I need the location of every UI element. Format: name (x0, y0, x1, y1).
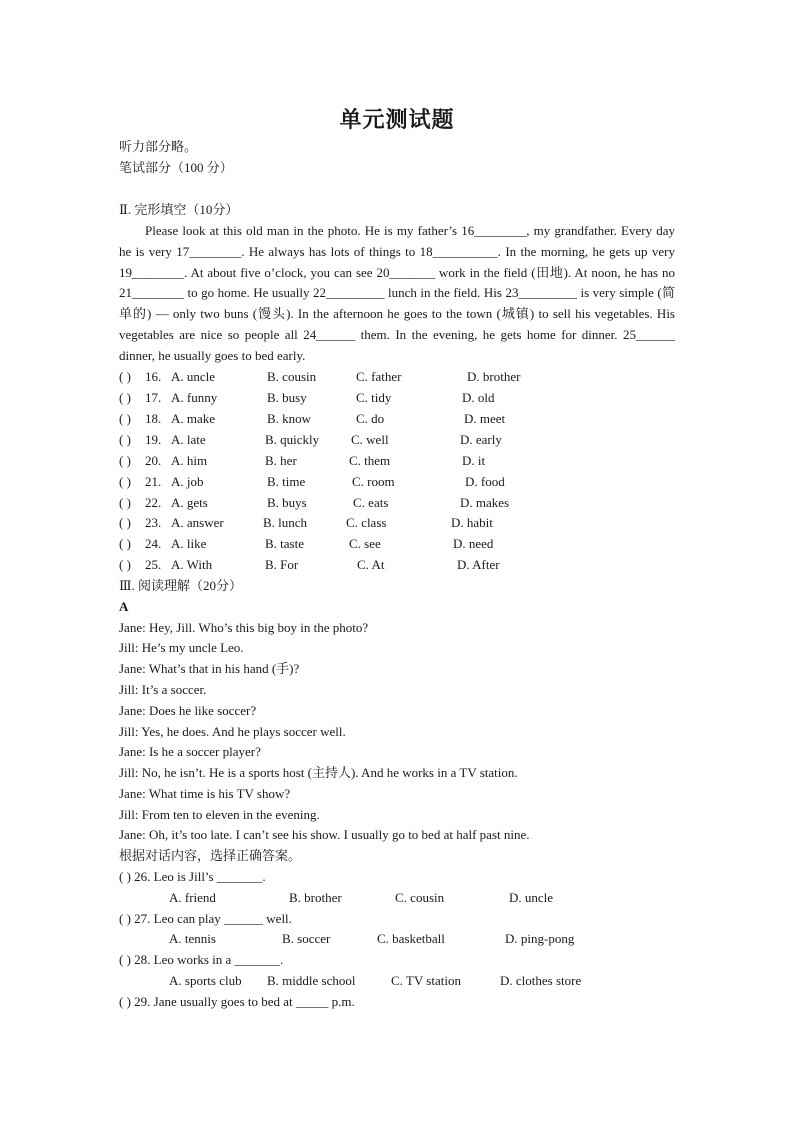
cloze-question-row (119, 472, 679, 492)
cloze-question-row (119, 409, 679, 429)
dialogue-line: Jane: What’s that in his hand (手)? (119, 661, 300, 676)
question-number: 25. (145, 557, 162, 572)
dialogue-line: Jill: Yes, he does. And he plays soccer well. (119, 724, 346, 739)
option-d: D. brother (467, 369, 521, 384)
answer-blank[interactable]: ( ) (119, 453, 131, 468)
question-number: 21. (145, 474, 162, 489)
option-b: B. buys (267, 495, 307, 510)
answer-blank[interactable]: ( ) (119, 369, 131, 384)
reading-part-label: A (119, 599, 129, 614)
option-a: A. make (171, 411, 216, 426)
option-a: A. answer (171, 515, 224, 530)
page-title: 单元测试题 (339, 107, 455, 132)
option-a: A. him (171, 453, 208, 468)
option-a: A. With (171, 557, 213, 572)
option-d: D. clothes store (500, 973, 582, 988)
option-a: A. late (171, 432, 206, 447)
dialogue-line: Jane: Does he like soccer? (119, 703, 257, 718)
option-c: C. see (349, 536, 381, 551)
answer-blank[interactable]: ( ) (119, 474, 131, 489)
option-b: B. cousin (267, 369, 317, 384)
question-number: 23. (145, 515, 162, 530)
option-d: D. food (465, 474, 505, 489)
option-b: B. soccer (282, 931, 331, 946)
cloze-question-row (119, 451, 679, 471)
intro-listening: 听力部分略。 (119, 139, 198, 154)
option-d: D. meet (464, 411, 506, 426)
reading-options-row (119, 929, 679, 949)
reading-options-row (119, 888, 679, 908)
answer-blank[interactable]: ( ) (119, 432, 131, 447)
question-number: 16. (145, 369, 162, 384)
option-c: C. well (351, 432, 389, 447)
cloze-question-row (119, 513, 679, 533)
option-a: A. job (171, 474, 204, 489)
option-b: B. busy (267, 390, 307, 405)
option-c: C. TV station (391, 973, 461, 988)
intro-written: 笔试部分（100 分） (119, 160, 233, 175)
option-b: B. middle school (267, 973, 356, 988)
option-d: D. makes (460, 495, 510, 510)
cloze-question-row (119, 534, 679, 554)
cloze-question-row (119, 555, 679, 575)
answer-blank[interactable]: ( ) (119, 390, 131, 405)
section-cloze-heading: Ⅱ. 完形填空（10分） (119, 202, 239, 217)
option-b: B. brother (289, 890, 342, 905)
option-b: B. lunch (263, 515, 308, 530)
answer-blank[interactable]: ( ) (119, 536, 131, 551)
reading-options-row (119, 971, 679, 991)
cloze-question-row (119, 430, 679, 450)
option-a: A. gets (171, 495, 208, 510)
dialogue-line: Jill: No, he isn’t. He is a sports host (主持人). And he works in a TV station. (119, 765, 518, 780)
dialogue-line: Jill: It’s a soccer. (119, 682, 207, 697)
section-reading-heading: Ⅲ. 阅读理解（20分） (119, 578, 243, 593)
cloze-passage (119, 221, 675, 367)
option-c: C. class (346, 515, 387, 530)
option-c: C. father (356, 369, 402, 384)
dialogue-line: Jane: Is he a soccer player? (119, 744, 261, 759)
option-d: D. old (462, 390, 495, 405)
option-d: D. need (453, 536, 494, 551)
cloze-question-row (119, 493, 679, 513)
answer-blank[interactable]: ( ) (119, 495, 131, 510)
reading-instruction: 根据对话内容，选择正确答案。 (119, 848, 302, 863)
answer-blank[interactable]: ( ) (119, 411, 131, 426)
question-number: 17. (145, 390, 162, 405)
option-b: B. taste (265, 536, 304, 551)
cloze-question-row (119, 367, 679, 387)
option-d: D. uncle (509, 890, 554, 905)
question-number: 19. (145, 432, 162, 447)
option-b: B. time (267, 474, 306, 489)
option-b: B. her (265, 453, 297, 468)
answer-blank[interactable]: ( ) (119, 515, 131, 530)
option-c: C. cousin (395, 890, 445, 905)
option-d: D. early (460, 432, 502, 447)
reading-question-stem: ( ) 26. Leo is Jill’s _______. (119, 869, 266, 884)
option-c: C. do (356, 411, 385, 426)
dialogue-line: Jill: From ten to eleven in the evening. (119, 807, 320, 822)
cloze-question-row (119, 388, 679, 408)
option-b: B. For (265, 557, 299, 572)
option-c: C. room (352, 474, 395, 489)
option-a: A. uncle (171, 369, 216, 384)
option-d: D. After (457, 557, 500, 572)
option-c: C. them (349, 453, 391, 468)
option-a: A. funny (171, 390, 218, 405)
reading-question-stem: ( ) 28. Leo works in a _______. (119, 952, 284, 967)
question-number: 20. (145, 453, 162, 468)
option-a: A. sports club (169, 973, 242, 988)
question-number: 22. (145, 495, 162, 510)
option-c: C. At (357, 557, 385, 572)
cloze-passage-text: Please look at this old man in the photo. He is my father’s 16________, my grandfather. Every day he is very 17________. He always has lots of things to 18__________. In the morning, he gets up very 19________. At about five o’clock, you can see 20_______ work in the field (田地). At noon, he has no 21________ to go home. He usually 22_________ lunch in the field. His 23_________ is very simple (简单的) — only two buns (馒头). In the afternoon he goes to the town (城镇) to sell his vegetables. His vegetables are nice so people all 24______ them. In the evening, he gets home for dinner. 25______ dinner, he usually goes to bed early. (119, 223, 675, 363)
dialogue-line: Jane: Hey, Jill. Who’s this big boy in the photo? (119, 620, 369, 635)
option-c: C. tidy (356, 390, 392, 405)
option-b: B. know (267, 411, 312, 426)
option-b: B. quickly (265, 432, 320, 447)
option-a: A. like (171, 536, 207, 551)
question-number: 18. (145, 411, 162, 426)
option-c: C. eats (353, 495, 389, 510)
answer-blank[interactable]: ( ) (119, 557, 131, 572)
reading-question-stem: ( ) 27. Leo can play ______ well. (119, 911, 292, 926)
option-c: C. basketball (377, 931, 445, 946)
option-d: D. ping-pong (505, 931, 575, 946)
question-number: 24. (145, 536, 162, 551)
option-d: D. habit (451, 515, 493, 530)
dialogue-line: Jane: Oh, it’s too late. I can’t see his show. I usually go to bed at half past nine. (119, 827, 530, 842)
option-d: D. it (462, 453, 486, 468)
option-a: A. tennis (169, 931, 216, 946)
dialogue-line: Jane: What time is his TV show? (119, 786, 291, 801)
reading-question-stem: ( ) 29. Jane usually goes to bed at _____ p.m. (119, 994, 355, 1009)
dialogue-line: Jill: He’s my uncle Leo. (119, 640, 244, 655)
option-a: A. friend (169, 890, 216, 905)
